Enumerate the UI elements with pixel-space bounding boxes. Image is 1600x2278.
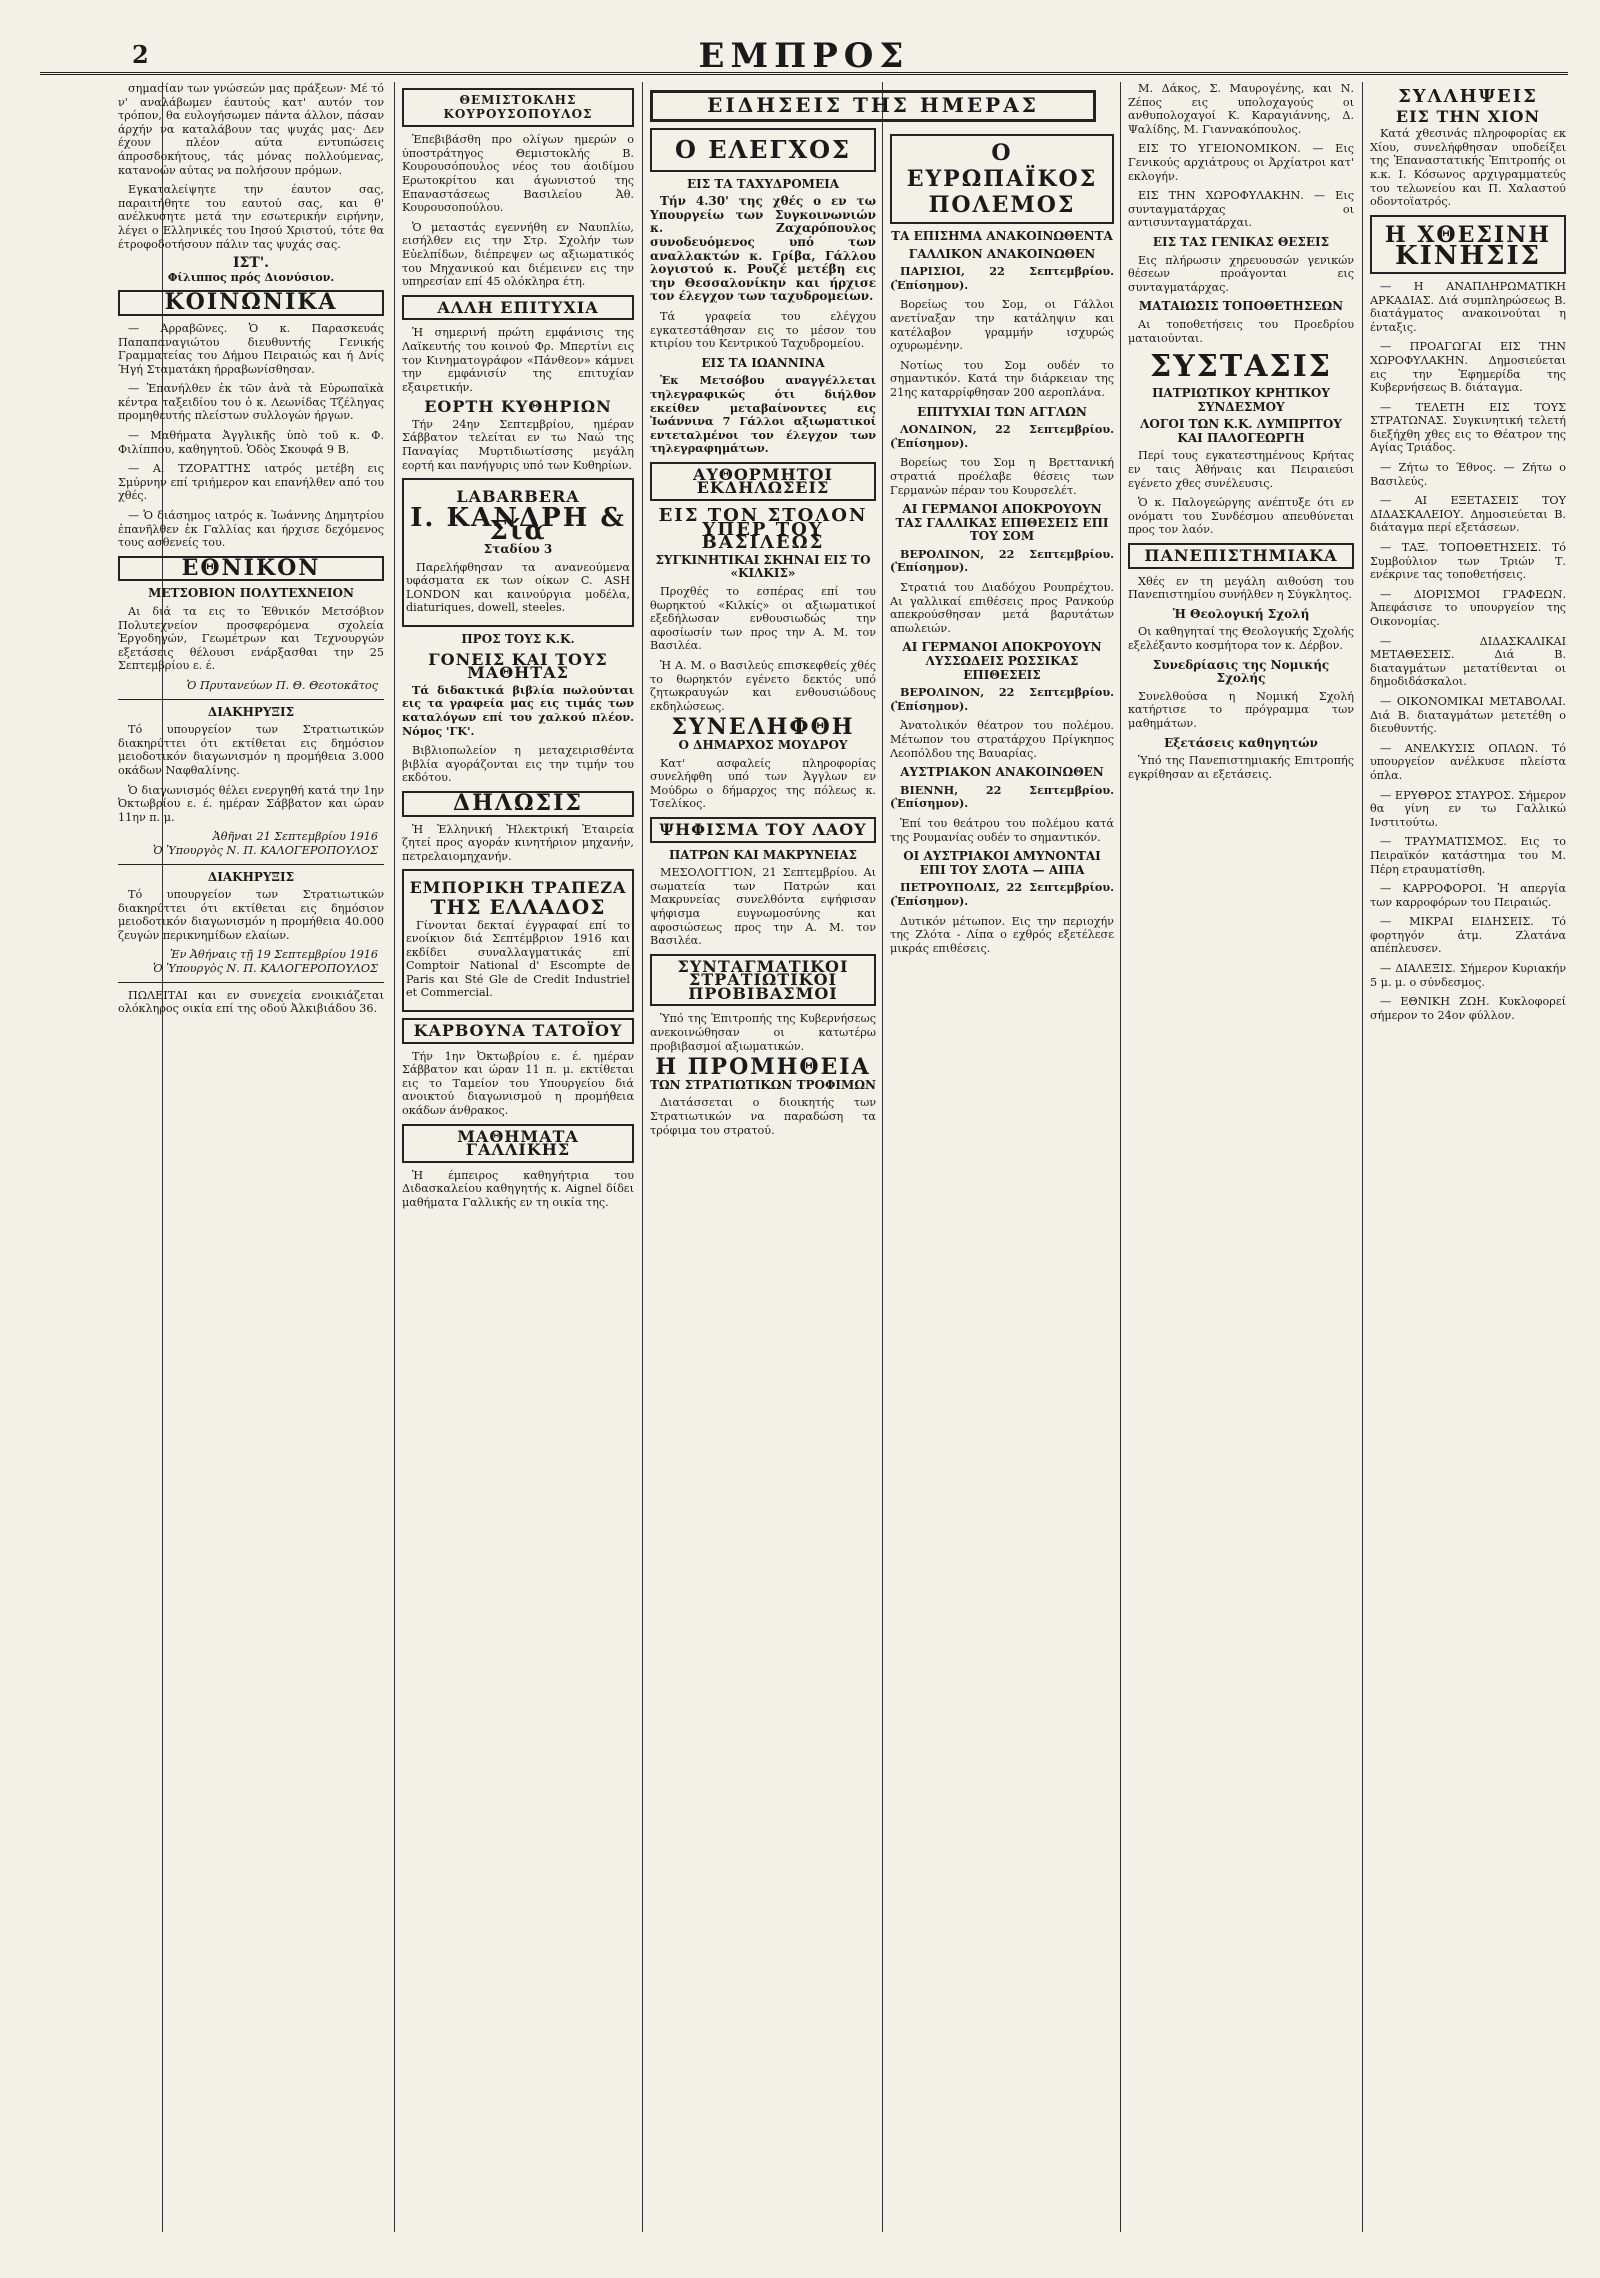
news-item: — ΤΑΞ. ΤΟΠΟΘΕΤΗΣΕΙΣ. Τό Συμβούλιον των Τριών Τ. ενέκρινε τας τοποθετήσεις. [1370,541,1566,582]
article-text: Ἐπί του θεάτρου του πολέμου κατά της Ρουμανίας ουδέν το σημαντικόν. [890,816,1114,844]
article-text: — Ὁ διάσημος ιατρός κ. Ἰωάννης Δημητρίου ἐπανῆλθεν ἐκ Γαλλίας και ήρχισε δεχόμενος τους ασθενείς του. [118,509,384,550]
article-text: ΠΩΛΕΙΤΑΙ και εν συνεχεία ενοικιάζεται ολόκληρος οικία επί της οδού Ἀλκιβιάδου 36. [118,988,384,1016]
signature: Ὁ Ὑπουργὸς Ν. Π. ΚΑΛΟΓΕΡΟΠΟΥΛΟΣ [153,843,378,857]
subheading: ΑΥΣΤΡΙΑΚΟΝ ΑΝΑΚΟΙΝΩΘΕΝ [900,765,1104,780]
subheading: ΔΙΑΚΗΡΥΞΙΣ [207,704,295,719]
article-text: Κατά χθεσινάς πληροφορίας εκ Χίου, συνελήφθησαν υποδείξει της Ἐπαναστατικής Ἐπιτροπής οι κ.κ. Ι. Κόσωνος αρχιγραμματεύς του τελωνείου και Π. Χαλαστού οδοντοϊατρός. [1370,127,1566,209]
article-text: — Α. ΤΖΟΡΑΤΤΗΣ ιατρός μετέβη εις Σμύρνην επί τριήμερον και επανήλθεν από του χθές. [118,462,384,503]
dateline: ΛΟΝΔΙΝΟΝ, 22 Σεπτεμβρίου. (Ἐπίσημον). [890,422,1114,450]
headline: ΕΙΣ ΤΟΝ ΣΤΟΛΟΝ ΥΠΕΡ ΤΟΥ ΒΑΣΙΛΕΩΣ [658,505,868,554]
ad-subheading: Σταδίου 3 [483,542,553,557]
ad-text: Παρελήφθησαν τα ανανεούμενα υφάσματα εκ των οίκων C. ASH LONDON και καινούργια μοδέλα, diaturiques, dowell, steeles. [406,560,630,615]
article-text: Ὑπό της Ἐπιτροπής της Κυβερνήσεως ανεκοινώθησαν οι κατωτέρω προβιβασμοί αξιωματικών. [650,1012,876,1053]
dateline: ΠΑΡΙΣΙΟΙ, 22 Σεπτεμβρίου. (Ἐπίσημον). [890,264,1114,292]
subheading: Ἡ Θεολογική Σχολή [1172,606,1310,621]
headline: ΑΥΘΟΡΜΗΤΟΙ ΕΚΔΗΛΩΣΕΙΣ [650,462,876,501]
headline: ΣΥΛΛΗΨΕΙΣ [1398,86,1538,107]
article-text: Ἐπεβιβάσθη προ ολίγων ημερών ο ύποστράτηγος Θεμιστοκλής Β. Κουρουσόπουλος νέος του άοιδίμου Ερωτοκρίτου και άγωνιστού της Επαναστάσεως Βασιλείου Ἀθ. Κουρουσοπούλου. [402,133,634,215]
news-item: — Η ΑΝΑΠΛΗΡΩΜΑΤΙΚΗ ΑΡΚΑΔΙΑΣ. Διά συμπληρώσεως Β. διατάγματος ανακοινούται η ένταξις. [1370,279,1566,334]
section-heading: ΚΙΝΗΣΙΣ [1394,241,1542,272]
subheading: Ο ΔΗΜΑΡΧΟΣ ΜΟΥΔΡΟΥ [678,737,848,752]
headline: ΣΥΝΕΛΗΦΘΗ [671,714,855,741]
article-text: Τό υπουργείον των Στρατιωτικών διακηρύττει ότι εκτίθεται εις δημόσιον μειοδοτικόν διαγωνισμόν η προμήθεια 40.000 ζευγών περικνημίδων ελαίων. [118,888,384,942]
article-text: Διατάσσεται ο διοικητής των Στρατιωτικών να παραδώση τα τρόφιμα του στρατού. [650,1096,876,1137]
subheading: ΑΙ ΓΕΡΜΑΝΟΙ ΑΠΟΚΡΟΥΟΥΝ ΛΥΣΣΩΔΕΙΣ ΡΩΣΣΙΚΑΣ ΕΠΙΘΕΣΕΙΣ [902,640,1102,682]
article-text: Προχθές το εσπέρας επί του θωρηκτού «Κιλκίς» οι αξιωματικοί εξεδήλωσαν ενθουσιωδώς την αφοσίωσίν των προς την Α. Μ. τον Βασιλέα. [650,585,876,653]
subheading: ΑΙ ΓΕΡΜΑΝΟΙ ΑΠΟΚΡΟΥΟΥΝ ΤΑΣ ΓΑΛΛΙΚΑΣ ΕΠΙΘΕΣΕΙΣ ΕΠΙ ΤΟΥ ΣΟΜ [895,502,1109,544]
page-number: 2 [132,40,149,69]
article-text: σημασίαν των γνώσεών μας πράξεων· Μέ τό ν' αναλάβωμεν έαυτούς κατ' αυτόν τον τρόπον, θα ευλογήσωμεν πάντα άλλον, πάσαν άρχήν να καταλάβουν τας ψυχάς μας· Δεν έχουν πλέον αύτα εντυπώσεις άπροσδοκήτους, τάς μόνας πολλούμενας, κατανοών αύτας να πολήσουν πρόμων. [118,82,384,177]
article-text: Ἡ έμπειρος καθηγήτρια του Διδασκαλείου καθηγητής κ. Aignel δίδει μαθήματα Γαλλικής εν τη οικία της. [402,1168,634,1209]
article-text: ΕΙΣ ΤΟ ΥΓΕΙΟΝΟΜΙΚΟΝ. — Εις Γενικούς αρχιάτρους οι Ἀρχίατροι κατ' εκλογήν. [1128,142,1354,183]
article-text: ΜΕΣΟΛΟΓΓΙΟΝ, 21 Σεπτεμβρίου. Αι σωματεία των Πατρών και Μακρυνείας συνελθόντα εψήφισαν ψήφισμα ευγνωμοσύνης και αφοσιώσεως προς την Α. Μ. τον Βασιλέα. [650,866,876,948]
section-heading: ΘΕΜΙΣΤΟΚΛΗΣ ΚΟΥΡΟΥΣΟΠΟΥΛΟΣ [402,88,634,127]
columns [40,82,1568,2232]
ad-heading: LABARBERA [456,487,580,507]
article-text: Τήν 4.30' της χθές ο εν τω Υπουργείω των Συγκοινωνιών κ. Ζαχαρόπουλος συνοδευόμενος υπό των αναλλακτών κ. Γρίβα, Γάλλου λογιστού κ. Ρουζέ μετέβη εις την Θεσσαλονίκην και ήρχισε τον έλεγχον των ταχυδρομείων. [650,194,876,304]
subheading: ΜΕΤΣΟΒΙΟΝ ΠΟΛΥΤΕΧΝΕΙΟΝ [148,586,354,601]
dateline: ΠΕΤΡΟΥΠΟΛΙΣ, 22 Σεπτεμβρίου. (Ἐπίσημον). [890,880,1114,908]
subheading: ΕΙΣ ΤΑ ΙΩΑΝΝΙΝΑ [701,355,825,370]
article-text: Βορείως του Σομ η Βρεττανική στρατιά προέλαβε θέσεις των Γερμανών πέραν του Κουρσελέτ. [890,456,1114,497]
news-item: — ΜΙΚΡΑΙ ΕΙΔΗΣΕΙΣ. Τό φορτηγόν ἀτμ. Ζλατάνα απέπλευσεν. [1370,915,1566,956]
section-heading: ΕΘΝΙΚΟΝ [118,556,384,582]
article-text: ΕΙΣ ΤΗΝ ΧΩΡΟΦΥΛΑΚΗΝ. — Εις συνταγματάρχας οι αντισυνταγματάρχαι. [1128,189,1354,230]
section-heading: Η ΧΘΕΣΙΝΗ [1384,221,1552,248]
article-text: Χθές εν τη μεγάλη αιθούση του Πανεπιστημίου συνήλθεν η Σύγκλητος. [1128,574,1354,602]
dateline: ΒΕΡΟΛΙΝΟΝ, 22 Σεπτεμβρίου. (Ἐπίσημον). [890,546,1114,575]
article-text: Οι καθηγηταί της Θεολογικής Σχολής εξελέξαντο κοσμήτορα τον κ. Δέρβον. [1128,625,1354,652]
news-item: — ΕΘΝΙΚΗ ΖΩΗ. Κυκλοφορεί σήμερον το 24ον φύλλον. [1370,995,1566,1022]
news-item: — ΚΑΡΡΟΦΟΡΟΙ. Ἡ απεργία των καρροφόρων του Πειραιώς. [1370,882,1566,909]
article-text: — Ἐπανήλθεν ἐκ τῶν ἀνὰ τὰ Εὐρωπαϊκὰ κέντρα ταξειδίου του ὁ κ. Λεωνίδας Τζέληγας προμηθευτής πλείστων συλλογών ήργων. [118,382,384,423]
ad-heading: Ι. ΚΑΝΔΡΗ & Σία [410,502,626,547]
column-1 [118,82,384,2232]
subheading: ΛΟΓΟΙ ΤΩΝ Κ.Κ. ΛΥΜΠΡΙΤΟΥ ΚΑΙ ΠΑΛΟΓΕΩΡΓΗ [1140,417,1342,445]
signature: Ὁ Πρυτανεύων Π. Θ. Θεοτοκᾶτος [186,678,378,692]
signature: ΙΣΤ'. [232,255,270,272]
article-text: Εγκαταλείψητε την έαυτον σας, παραιτήθητε του εαυτού σας, και θ' ανέλκυσητε μετά την εσωτερικήν ειρήνην, λέγει ο Ελληνικές του Ιησού Χριστού, τότε θα έτροφοδοτήσουν πάλιν τας ψυχάς σας. [118,183,384,251]
news-item: — ΔΙΟΡΙΣΜΟΙ ΓΡΑΦΕΩΝ. Ἀπεφάσισε το υπουργείον της Οικονομίας. [1370,587,1566,628]
article-text: Τά διδακτικά βιβλία πωλούνται εις τα γραφεία μας εις τιμάς των καταλόγων επί του χαλκού πλέον. Νόμος 'ΓΚ'. [402,682,634,738]
subheading: ΣΥΓΚΙΝΗΤΙΚΑΙ ΣΚΗΝΑΙ ΕΙΣ ΤΟ «ΚΙΛΚΙΣ» [655,552,871,581]
section-heading: ΚΟΙΝΩΝΙΚΑ [118,290,384,316]
newspaper-page [40,14,1568,2236]
headline: ΣΥΣΤΑΣΙΣ [1150,349,1332,385]
subheading: ΤΩΝ ΣΤΡΑΤΙΩΤΙΚΩΝ ΤΡΟΦΙΜΩΝ [650,1077,876,1092]
section-heading: ΜΑΘΗΜΑΤΑ ΓΑΛΛΙΚΗΣ [402,1124,634,1163]
news-item: — Ζήτω το Έθνος. — Ζήτω ο Βασιλεύς. [1370,461,1566,488]
headline: Ο ΕΛΕΓΧΟΣ [650,128,876,172]
news-item: — ΑΝΕΛΚΥΣΙΣ ΟΠΛΩΝ. Τό υπουργείον ανέλκυσε πλείστα όπλα. [1370,741,1566,782]
article-text: Ὁ κ. Παλογεώργης ανέπτυξε ότι εν ονόματι του Συνδέσμου απευθύνεται προς τον λαόν. [1128,496,1354,537]
signature: Φίλιππος πρός Διονύσιον. [167,269,335,284]
news-item: — ΕΡΥΘΡΟΣ ΣΤΑΥΡΟΣ. Σήμερον θα γίνη εν τω Γαλλικώ Ινστιτούτω. [1370,788,1566,829]
article-text: Τό υπουργείον των Στρατιωτικών διακηρύττει ότι εκτίθεται εις δημόσιον μειοδοτικόν διαγωνισμόν η προμήθεια 3.000 οκάδων Ναφθαλίνης. [118,723,384,777]
article-text: Κατ' ασφαλείς πληροφορίας συνελήφθη υπό των Ἀγγλων εν Μούδρω ο δήμαρχος της πόλεως κ. Τσελίκος. [650,756,876,811]
subheading: ΠΑΤΡΩΝ ΚΑΙ ΜΑΚΡΥΝΕΙΑΣ [668,847,858,862]
subheading: ΕΠΙΤΥΧΙΑΙ ΤΩΝ ΑΓΓΛΩΝ [917,404,1087,419]
article-text: Βορείως του Σομ, οι Γάλλοι ανετίναξαν την κατάληψιν και κατέλαβον γραμμήν ισχυρώς οχυρωμένην. [890,298,1114,353]
subheading: ΔΙΑΚΗΡΥΞΙΣ [207,869,295,884]
article-text: Αι διά τα εις το Ἐθνικόν Μετσόβιον Πολυτεχνείον προσφερόμενα σχολεία Ἐργοδηγών, Γεωμέτρων και Τεχνουργών εξετάσεις θέλουσι ενάρξασθαι την 25 Σεπτεμβρίου ε. έ. [118,605,384,673]
advertisement [402,478,634,627]
headline: ΣΥΝΤΑΓΜΑΤΙΚΟΙ ΣΤΡΑΤΙΩΤΙΚΟΙ ΠΡΟΒΙΒΑΣΜΟΙ [650,954,876,1007]
advertisement [402,869,634,1012]
dateline: Ἀθῆναι 21 Σεπτεμβρίου 1916 [212,830,378,844]
section-heading: ΚΑΡΒΟΥΝΑ ΤΑΤΟΪΟΥ [402,1018,634,1044]
headline: ΨΗΦΙΣΜΑ ΤΟΥ ΛΑΟΥ [650,817,876,843]
article-text: Βιβλιοπωλείον η μεταχειρισθέντα βιβλία αγοράζονται εις την τιμήν του εκδότου. [402,744,634,785]
section-banner [1370,215,1566,274]
article-text: Εις πλήρωσιν χηρευουσών γενικών θέσεων προάγονται εις συνταγματάρχας. [1128,253,1354,294]
subheading: Συνεδρίασις της Νομικής Σχολής [1152,657,1330,686]
news-item: — ΤΕΛΕΤΗ ΕΙΣ ΤΟΥΣ ΣΤΡΑΤΩΝΑΣ. Συγκινητική τελετή διεξήχθη χθες εις το Θέατρον της Αγίας Τριάδος. [1370,400,1566,455]
ad-text: Γίνονται δεκταί έγγραφαί επί το ενοίκιον διά Σεπτέμβριον 1916 και εκδίδει συναλλαγματικάς επί Comptoir National d' Escompte de Paris και Sté Gle de Credit Industriel et Commercial. [406,918,630,1000]
dateline: Ἐν Ἀθήναις τῇ 19 Σεπτεμβρίου 1916 [170,948,378,962]
column-6 [1370,82,1566,2232]
article-text: Ἡ σημερινή πρώτη εμφάνισις της Λαϊκευτής του κοινού Φρ. Μπερτίνι εις τον Κινηματογράφον «Πάνθεον» κάμνει την εμφάνισίν της επιτυχίαν εξαιρετικήν. [402,326,634,394]
headline: Η ΠΡΟΜΗΘΕΙΑ [655,1054,871,1081]
headline: ΕΙΣ ΤΗΝ ΧΙΟΝ [1395,106,1541,126]
article-text: Ἐκ Μετσόβου αναγγέλλεται τηλεγραφικώς ότι διήλθον εκείθεν μεταβαίνοντες εις Ἰωάννινα 7 Γάλλοι αξιωματικοί εντεταλμένοι τον έλεγχον των τηλεγραφημάτων. [650,373,876,456]
news-item: — ΑΙ ΕΞΕΤΑΣΕΙΣ ΤΟΥ ΔΙΔΑΣΚΑΛΕΙΟΥ. Δημοσιεύεται Β. διάταγμα περί εξετάσεων. [1370,494,1566,535]
article-text: — Ἀρραβῶνες. Ὁ κ. Παρασκευάς Παπαπαναγιώτου διευθυντής Γενικής Γραμματείας του Δήμου Πειραιώς και ή Δνίς Ήγή Σταματάκη ήρραβωνίσθησαν. [118,321,384,376]
subheading: ΠΡΟΣ ΤΟΥΣ Κ.Κ. [461,632,575,646]
article-text: Ἡ Α. Μ. ο Βασιλεύς επισκεφθείς χθές το θωρηκτόν εγένετο δεκτός υπό ζητωκραυγών και ενθουσιώδους εκδηλώσεως. [650,659,876,713]
article-text: Ὑπό της Πανεπιστημιακής Επιτροπής εγκρίθησαν αι εξετάσεις. [1128,754,1354,781]
news-item: — ΤΡΑΥΜΑΤΙΣΜΟΣ. Εις το Πειραϊκόν κατάστημα του Μ. Πέρη ετραυματίσθη. [1370,835,1566,876]
signature: Ὁ Ὑπουργὸς Ν. Π. ΚΑΛΟΓΕΡΟΠΟΥΛΟΣ [153,962,378,976]
column-2 [402,82,634,2232]
article-text: Μ. Δάκος, Σ. Μαυρογένης, και Ν. Ζέπος εις υπολοχαγούς οι ανθυπολοχαγοί Κ. Καραγιάννης, Δ. Ψαλίδης, Μ. Γιαννακόπουλος. [1128,82,1354,136]
news-item: — ΠΡΟΑΓΩΓΑΙ ΕΙΣ ΤΗΝ ΧΩΡΟΦΥΛΑΚΗΝ. Δημοσιεύεται εις την Ἐφημερίδα της Κυβερνήσεως Β. διάταγμα. [1370,340,1566,395]
subheading: ΠΑΤΡΙΩΤΙΚΟΥ ΚΡΗΤΙΚΟΥ ΣΥΝΔΕΣΜΟΥ [1152,386,1330,414]
ad-heading: ΤΗΣ ΕΛΛΑΔΟΣ [430,894,606,919]
newspaper-title: ΕΜΠΡΟΣ [698,36,910,76]
subheading: ΟΙ ΑΥΣΤΡΙΑΚΟΙ ΑΜΥΝΟΝΤΑΙ ΕΠΙ ΤΟΥ ΣΛΟΤΑ — ΑΙΠΑ [903,849,1101,877]
dateline: ΒΕΡΟΛΙΝΟΝ, 22 Σεπτεμβρίου. (Ἐπίσημον). [890,685,1114,713]
article-text: Ἀνατολικόν θέατρον του πολέμου. Μέτωπον του στρατάρχου Πρίγκηπος Λεοπόλδου της Βαυαρίας. [890,719,1114,760]
article-text: Τά γραφεία του ελέγχου εγκατεστάθησαν εις το μέσον του κτιρίου του Κεντρικού Ταχυδρομείου. [650,309,876,351]
article-text: Ὁ μεταστάς εγεννήθη εν Ναυπλίω, εισήλθεν εις την Στρ. Σχολήν των Εὐελπίδων, διέπρεψεν ως αξιωματικός του Μηχανικού και διέμεινεν εις την υπηρεσίαν επί 45 ολόκληρα έτη. [402,220,634,289]
article-text: Αι τοποθετήσεις του Προεδρίου ματαιούνται. [1128,317,1354,345]
subheading: ΕΙΣ ΤΑ ΤΑΧΥΔΡΟΜΕΙΑ [686,176,840,191]
article-text: Στρατιά του Διαδόχου Ρουπρέχτου. Αι γαλλικαί επιθέσεις προς Ρανκούρ απεκρούσθησαν μετά βαρυτάτων απωλειών. [890,581,1114,635]
subheading: ΤΑ ΕΠΙΣΗΜΑ ΑΝΑΚΟΙΝΩΘΕΝΤΑ [891,229,1113,243]
subheading: Εξετάσεις καθηγητών [1164,735,1318,750]
article-text: Περί τους εγκατεστημένους Κρήτας εν ταις Ἀθήναις και Πειραιεύσι εγένετο χθες συνέλευσις. [1128,449,1354,490]
article-text: Ὁ διαγωνισμός θέλει ενεργηθή κατά την 1ην Ὀκτωβρίου ε. έ. ημέραν Σάββατον και ώραν 11ην π. μ. [118,783,384,824]
column-4 [890,128,1114,2278]
headline: Ο ΕΥΡΩΠΑΪΚΟΣ ΠΟΛΕΜΟΣ [890,134,1114,224]
section-heading: ΓΟΝΕΙΣ ΚΑΙ ΤΟΥΣ ΜΑΘΗΤΑΣ [428,649,608,683]
news-item: — ΔΙΑΛΕΞΙΣ. Σήμερον Κυριακήν 5 μ. μ. ο σύνδεσμος. [1370,962,1566,989]
article-text: Ἡ Ἑλληνική Ἠλεκτρική Ἑταιρεία ζητεί προς αγοράν κινητήριον μηχανήν, πετρελαιομηχανήν. [402,822,634,863]
news-item: — ΟΙΚΟΝΟΜΙΚΑΙ ΜΕΤΑΒΟΛΑΙ. Διά Β. διαταγμάτων μετετέθη ο διευθυντής. [1370,694,1566,736]
article-text: Νοτίως του Σομ ουδέν το σημαντικόν. Κατά την διάρκειαν της 21ης καταρρίφθησαν 200 αεροπλάνα. [890,358,1114,399]
article-text: Συνελθούσα η Νομική Σχολή κατήρτισε το πρόγραμμα των μαθημάτων. [1128,689,1354,730]
section-heading: ΑΛΛΗ ΕΠΙΤΥΧΙΑ [402,295,634,321]
article-text: Δυτικόν μέτωπον. Εις την περιοχήν της Ζλότα - Λίπα ο εχθρός εξετέλεσε μικράς επιθέσεις. [890,914,1114,955]
headline: ΠΑΝΕΠΙΣΤΗΜΙΑΚΑ [1128,543,1354,569]
subheading: ΕΙΣ ΤΑΣ ΓΕΝΙΚΑΣ ΘΕΣΕΙΣ [1152,234,1330,249]
article-text: — Μαθήματα Ἀγγλικῆς ὑπὸ τοῦ κ. Φ. Φιλίππου, καθηγητοῦ. Ὁδὸς Σκουφά 9 Β. [118,429,384,456]
dateline: ΒΙΕΝΝΗ, 22 Σεπτεμβρίου. (Ἐπίσημον). [890,782,1114,811]
subheading: ΓΑΛΛΙΚΟΝ ΑΝΑΚΟΙΝΩΘΕΝ [908,246,1096,261]
news-banner: ΕΙΔΗΣΕΙΣ ΤΗΣ ΗΜΕΡΑΣ [650,90,1096,122]
article-text: Τήν 1ην Ὀκτωβρίου ε. έ. ημέραν Σάββατον και ώραν 11 π. μ. εκτίθεται εις το Ταμείον του Υπουργείου διά ανοικτού διαγωνισμού η προμήθεια οκάδων άνθρακος. [402,1049,634,1118]
ad-heading: ΕΜΠΟΡΙΚΗ ΤΡΑΠΕΖΑ [409,878,627,898]
section-heading: ΕΟΡΤΗ ΚΥΘΗΡΙΩΝ [424,397,612,417]
section-heading: ΔΗΛΩΣΙΣ [402,791,634,817]
news-item: — ΔΙΔΑΣΚΑΛΙΚΑΙ ΜΕΤΑΘΕΣΕΙΣ. Διά Β. διαταγμάτων μετατίθενται οι δημοδιδάσκαλοι. [1370,634,1566,689]
subheading: ΜΑΤΑΙΩΣΙΣ ΤΟΠΟΘΕΤΗΣΕΩΝ [1138,299,1344,314]
column-5 [1128,82,1354,2232]
masthead [40,14,1568,75]
article-text: Τήν 24ην Σεπτεμβρίου, ημέραν Σάββατον τελείται εν τω Ναώ της Παναγίας Μυρτιδιωτίσσης μεγάλη εορτή και πανήγυρις υπό των Κυθηρίων. [402,417,634,472]
